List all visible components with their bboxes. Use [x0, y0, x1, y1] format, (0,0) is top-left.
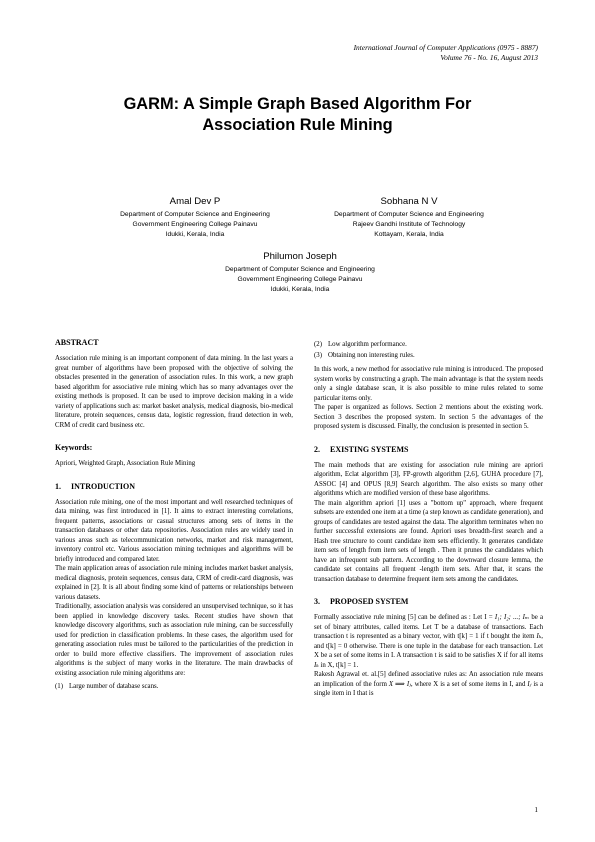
journal-volume: Volume 76 - No. 16, August 2013	[440, 53, 538, 62]
section-number: 1.	[55, 481, 61, 491]
intro-paragraph-4: In this work, a new method for associative rule mining is introduced. The proposed system works by constructing a graph. The main advantage is that the system needs only a single database scan, it is also possible to mine rules related to some particular items only.	[314, 366, 543, 402]
proposed-paragraph-2	[314, 670, 543, 699]
page-number: 1	[534, 806, 538, 814]
text-run: Formally associative rule mining [5] can be defined as : Let I =	[314, 614, 495, 621]
author-dept: Department of Computer Science and Engineering	[334, 211, 484, 218]
section-number: 2.	[314, 444, 320, 454]
intro-paragraph-3: Traditionally, association analysis was considered an unsupervised technique, so it has been applied in knowledge discovery tasks. Recent studies have shown that knowledge discovery algorithms, such as association rule mining, can be successfully used for prediction in classification problems. In these cases, the algorithm used for generating association rules must be tailored to the particularities of the prediction in order to build more effective classifiers. The improvement of association rules algorithms is the subject of many works in the literature. The main drawbacks of existing association rule mining algorithms are:	[55, 603, 293, 677]
keywords-heading: Keywords:	[55, 443, 93, 452]
text-run: , where X is a set of some items in I, and	[410, 680, 528, 688]
author-block-3	[195, 251, 405, 296]
list-item	[55, 682, 293, 692]
intro-paragraph-2: The main application areas of association rule mining includes market basket analysis, medical diagnosis, protein sequences, census data, CRM of credit-card diagnosis, was explained in [2]. It is all about finding some kind of patterns or relationships between various datasets.	[55, 565, 293, 601]
list-item-text: Low algorithm performance.	[328, 341, 407, 348]
author-location: Idukki, Kerala, India	[165, 231, 225, 239]
text-run: be a set of binary attributes, called items. Let T be a database of transactions. Each transaction t is represented as a binary vector, with t[k] = 1 if t bought the item	[314, 614, 543, 640]
proposed-paragraph-1	[314, 613, 543, 670]
intro-paragraph-5: The paper is organized as follows. Section 2 mentions about the existing work. Section 3 describes the proposed system. In section 5 the advantages of the proposed system is discussed. Finally, the conclusion is presented in section 5.	[314, 404, 543, 430]
paper-title	[40, 94, 555, 136]
existing-paragraph-1: The main methods that are existing for association rule mining are apriori algorithm, Eclat algorithm [3], FP-growth algorithm [2,6], GUHA procedure [7], ASSOC [4] and OPUS [8,9] Search algorithm. The also exists so many other algorithms which are modified version of these base algorithms.	[314, 461, 543, 497]
abstract-heading: ABSTRACT	[55, 338, 99, 347]
author-location: Idukki, Kerala, India	[270, 286, 330, 294]
list-item	[314, 340, 543, 350]
math-implication: X ⟹ Iⱼ	[388, 680, 411, 688]
right-column	[314, 340, 543, 699]
text-run: , and t[k] = 0 otherwise. There is one tuple in the database for each transaction. Let X be a set of some items in I. A transaction t is said to be satisfies X if for all items	[314, 633, 543, 659]
author-block-1	[90, 196, 300, 241]
section-title: INTRODUCTION	[71, 481, 136, 491]
author-college: Government Engineering College Painavu	[237, 276, 363, 284]
author-college: Rajeev Gandhi Institute of Technology	[352, 221, 466, 229]
math-item-k: Iₖ	[314, 661, 319, 669]
paper-title-line2: Association Rule Mining	[202, 116, 393, 134]
proposed-heading	[314, 597, 543, 607]
math-item-set: I₁; I₂; ...; Iₘ	[494, 614, 530, 621]
section-title: EXISTING SYSTEMS	[330, 444, 409, 454]
author-block-2	[304, 196, 514, 241]
list-item-text: Obtaining non interesting rules.	[328, 351, 415, 359]
journal-name: International Journal of Computer Applications (0975 - 8887)	[353, 43, 538, 52]
existing-paragraph-2: The main algorithm apriori [1] uses a "bottom up" approach, where frequent subsets are extended one item at a time (a step known as candidate generation), and groups of candidates are tested against the data. The algorithm terminates when no further successful extensions are found. Apriori uses breadth-first search and a Hash tree structure to count candidate item sets efficiently. It generates candidate item sets of length from item sets of length . Then it prunes the candidates which have an infrequent sub pattern. According to the downward closure lemma, the candidate set contains all frequent -length item sets. After that, it scans the transaction database to determine frequent item sets among the candidates.	[314, 499, 543, 583]
math-item-j: Iⱼ	[527, 680, 532, 688]
paper-title-line1: GARM: A Simple Graph Based Algorithm For	[123, 95, 472, 113]
author-name: Philumon Joseph	[263, 251, 337, 262]
section-title: PROPOSED SYSTEM	[330, 597, 409, 606]
list-item-label: (2)	[314, 341, 322, 348]
existing-heading	[314, 445, 543, 455]
list-item-label: (3)	[314, 351, 322, 359]
text-run: Rakesh Agrawal et. al.[5] defined associative rules as: An association rule means an implication of the form	[314, 671, 543, 688]
text-run: in X, t[k] = 1.	[318, 661, 359, 669]
journal-header	[354, 43, 538, 63]
author-name: Sobhana N V	[380, 196, 438, 207]
list-item	[314, 351, 543, 361]
author-dept: Department of Computer Science and Engineering	[120, 211, 270, 218]
abstract-text: Association rule mining is an important component of data mining. In the last years a great number of algorithms have been proposed with the objective of solving the obstacles presented in the generation of association rules. In this work, a new graph based algorithm for associative rule mining which has so many advantages over the existing methods is proposed. It can be used to improve decision making in a wide variety of applications such as: market basket analysis, medical diagnosis, bio-medical literature, protein sequences, census data, logistic regression, fraud detection in web, CRM of credit card business etc.	[55, 355, 293, 429]
list-item-text: Large number of database scans.	[69, 683, 159, 690]
math-item-k: Iₖ	[536, 633, 542, 640]
author-name: Amal Dev P	[169, 196, 221, 207]
text-run: is a single item in I that is	[314, 680, 543, 697]
intro-paragraph-1: Association rule mining, one of the most important and well researched techniques of data mining, was first introduced in [1]. It aims to extract interesting correlations, frequent patterns, associations or casual structures among sets of items in the transaction databases or other data repositories. Association rules are widely used in various areas such as telecommunication networks, market and risk management, inventory control etc. Various association mining techniques and algorithms will be briefly introduced and compared later.	[55, 498, 293, 563]
section-number: 3.	[314, 597, 320, 606]
left-column	[55, 338, 293, 693]
keywords-text: Apriori, Weighted Graph, Association Rule Mining	[55, 460, 196, 467]
author-location: Kottayam, Kerala, India	[374, 231, 444, 239]
intro-heading	[55, 482, 293, 492]
list-item-label: (1)	[55, 683, 63, 690]
author-dept: Department of Computer Science and Engineering	[225, 266, 375, 273]
author-college: Government Engineering College Painavu	[132, 221, 258, 229]
